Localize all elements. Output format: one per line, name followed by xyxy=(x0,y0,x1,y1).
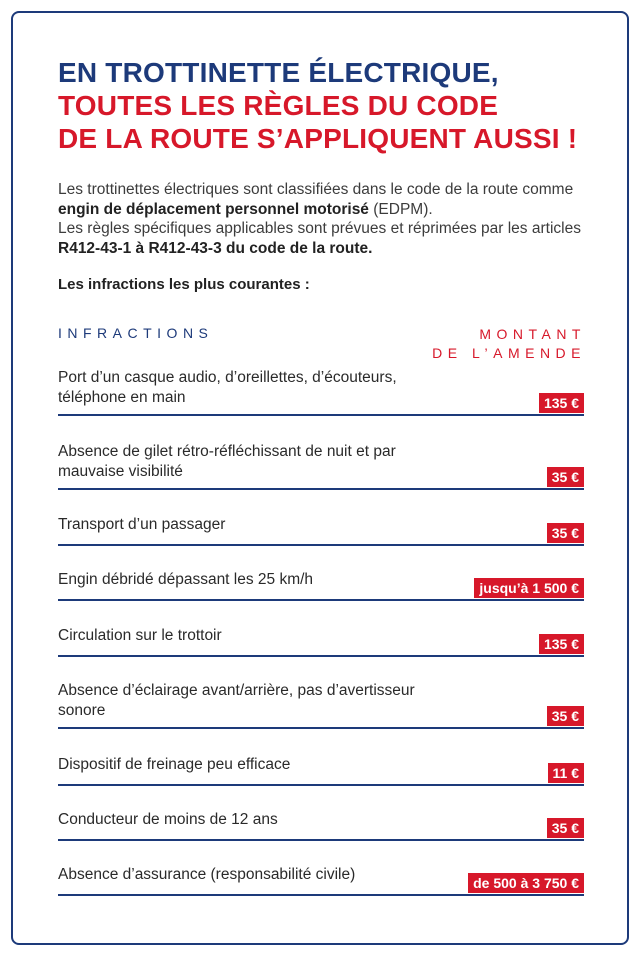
fine-badge: 135 € xyxy=(539,634,584,654)
infraction-row xyxy=(58,442,584,490)
fine-badge: 35 € xyxy=(547,818,584,838)
infraction-row xyxy=(58,810,584,841)
page-title xyxy=(58,56,577,155)
intro-p1-text: Les trottinettes électriques sont classifiées dans le code de la route comme xyxy=(58,181,574,198)
infraction-row xyxy=(58,865,584,896)
infraction-label: Port d’un casque audio, d’oreillettes, d’écouteurs, téléphone en main xyxy=(58,369,397,406)
fine-badge: 35 € xyxy=(547,523,584,543)
infraction-row xyxy=(58,755,584,786)
infraction-label: Absence d’assurance (responsabilité civile) xyxy=(58,866,356,883)
fine-badge: 35 € xyxy=(547,467,584,487)
section-subheading: Les infractions les plus courantes : xyxy=(58,276,310,293)
column-header-fine xyxy=(432,325,586,363)
intro-p2-text: Les règles spécifiques applicables sont prévues et réprimées par les articles xyxy=(58,220,581,237)
infraction-label: Conducteur de moins de 12 ans xyxy=(58,811,278,828)
column-header-fine-line-1: MONTANT xyxy=(479,326,586,342)
fine-badge: 35 € xyxy=(547,706,584,726)
intro-p1-bold: engin de déplacement personnel motorisé xyxy=(58,200,369,218)
column-header-fine-line-2: DE L’AMENDE xyxy=(432,345,586,361)
column-header-infractions: INFRACTIONS xyxy=(58,325,214,341)
infraction-label: Circulation sur le trottoir xyxy=(58,627,222,644)
infraction-label: Transport d’un passager xyxy=(58,516,226,533)
title-line-1: EN TROTTINETTE ÉLECTRIQUE, xyxy=(58,57,499,88)
infraction-row xyxy=(58,570,584,601)
intro-p1-end: (EDPM). xyxy=(368,200,433,218)
intro-p2-bold: R412-43-1 à R412-43-3 du code de la route. xyxy=(58,239,373,257)
fine-badge: jusqu’à 1 500 € xyxy=(474,578,584,598)
title-line-3: DE LA ROUTE S’APPLIQUENT AUSSI ! xyxy=(58,123,578,154)
infraction-row xyxy=(58,626,584,657)
fine-badge: de 500 à 3 750 € xyxy=(468,873,584,893)
infraction-label: Dispositif de freinage peu efficace xyxy=(58,756,291,773)
infraction-row xyxy=(58,681,584,729)
fine-badge: 135 € xyxy=(539,393,584,413)
infraction-row xyxy=(58,368,584,416)
infraction-label: Absence de gilet rétro-réfléchissant de nuit et par mauvaise visibilité xyxy=(58,443,396,480)
infraction-row xyxy=(58,515,584,546)
intro-text xyxy=(58,180,598,258)
fine-badge: 11 € xyxy=(548,763,584,783)
infraction-label: Absence d’éclairage avant/arrière, pas d’avertisseur sonore xyxy=(58,682,415,719)
infraction-label: Engin débridé dépassant les 25 km/h xyxy=(58,571,314,588)
title-line-2: TOUTES LES RÈGLES DU CODE xyxy=(58,90,499,121)
